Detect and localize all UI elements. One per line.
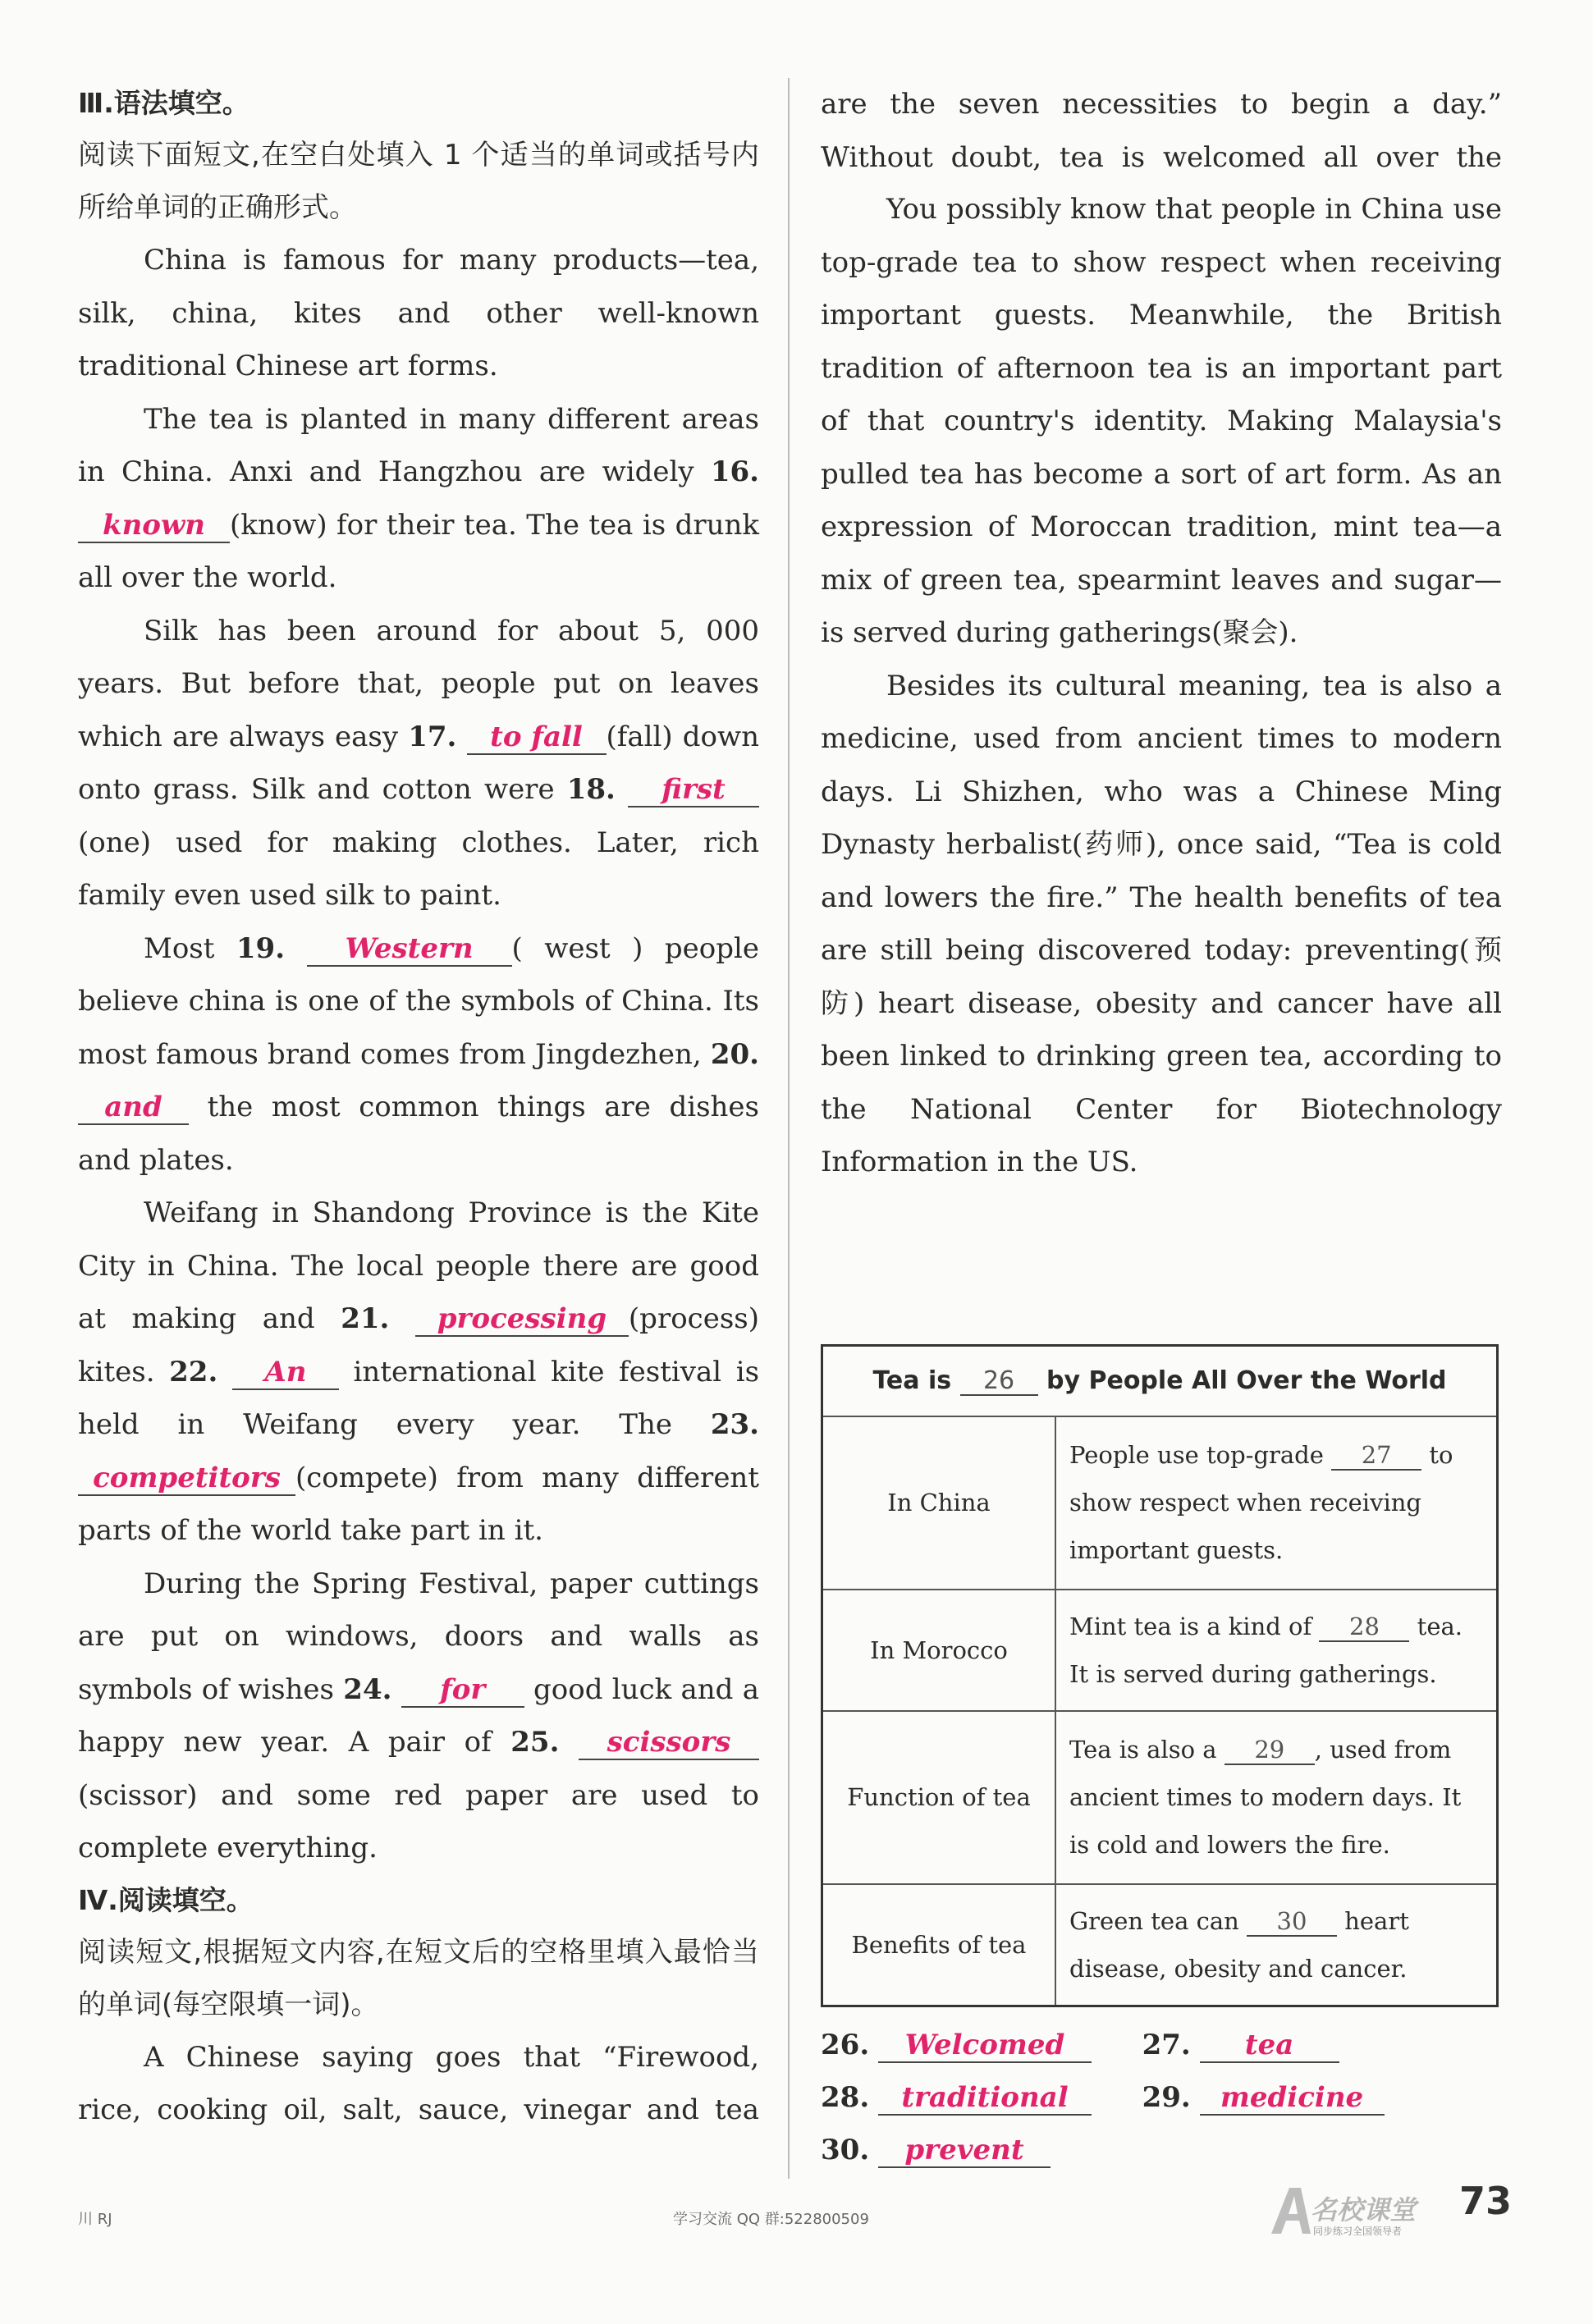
right-column: [821, 78, 1502, 1189]
answer-26: Welcomed: [878, 2029, 1092, 2063]
answer-27: tea: [1200, 2029, 1339, 2063]
column-divider: [788, 78, 790, 2179]
table-row: [822, 1711, 1498, 1884]
table-row: [822, 1590, 1498, 1711]
s3-paragraph-4: Most 19. Western ( west ) people believe china is one of the symbols of China. Its most famous brand comes from Jingdezhen, 20. and the most common things are dishes and plates.: [78, 931, 760, 1177]
answer-20: and: [78, 1091, 189, 1125]
left-column: [78, 78, 759, 2138]
s4-paragraph-1-start: A Chinese saying goes that “Firewood, rice, cooking oil, salt, sauce, vinegar and tea: [78, 2040, 759, 2126]
answer-19: Western: [307, 933, 512, 967]
answer-row: 28. traditional 29. medicine: [821, 2071, 1502, 2124]
s4-paragraph-1: are the seven necessities to begin a day.” Without doubt, tea is welcomed all over the: [821, 88, 1502, 174]
answer-row: 30. prevent: [821, 2124, 1502, 2176]
footer-qq-group: 学习交流 QQ 群:522800509: [673, 2211, 869, 2228]
section-4-title: Ⅳ.阅读填空。: [78, 1883, 254, 1916]
table-title: Tea is 26 by People All Over the World: [822, 1346, 1498, 1417]
answer-18: first: [628, 774, 759, 807]
answer-16: known: [78, 510, 230, 543]
s4-paragraph-3: Besides its cultural meaning, tea is also a medicine, used from ancient times to modern days. Li Shizhen, who was a Chinese Ming Dynasty herbalist(药师), once said, “Tea is cold and lowers the fire.” The health benefits of tea are still being discovered today: preventing(预防) heart disease, obesity and cancer have all been linked to drinking green tea, according to the National Center for Biotechnology Information in the US.: [821, 669, 1502, 1178]
answer-row: 26. Welcomed 27. tea: [821, 2019, 1502, 2071]
blank-28: 28: [1319, 1614, 1409, 1642]
blank-26: 26: [960, 1367, 1038, 1396]
blank-29: 29: [1225, 1737, 1315, 1765]
s3-paragraph-1: China is famous for many products—tea, silk, china, kites and other well-known traditional Chinese art forms.: [78, 244, 759, 382]
section-3-instruction: 阅读下面短文,在空白处填入 1 个适当的单词或括号内所给单词的正确形式。: [78, 139, 759, 224]
s3-paragraph-2: The tea is planted in many different areas in China. Anxi and Hangzhou are widely 16. known (know) for their tea. The tea is drunk all over the world.: [78, 402, 759, 594]
section-3-title: Ⅲ.语法填空。: [78, 87, 249, 119]
table-row: [822, 1884, 1498, 2006]
s3-paragraph-6: During the Spring Festival, paper cuttings are put on windows, doors and walls as symbols of wishes 24. for good luck and a happy new year. A pair of 25. scissors(scissor) and some red paper are used to complete everything.: [78, 1567, 759, 1864]
table-title-row: [822, 1346, 1498, 1417]
brand-name: 名校课堂: [1311, 2194, 1417, 2226]
answer-23: competitors: [78, 1462, 295, 1496]
answer-21: processing: [415, 1303, 629, 1337]
s4-paragraph-1-continued: [821, 78, 1502, 183]
row-content: Mint tea is a kind of 28 tea. It is served during gatherings.: [1055, 1590, 1498, 1711]
answer-24: for: [401, 1674, 524, 1708]
brand-slogan: 同步练习全国领导者: [1313, 2226, 1403, 2237]
brand-logo: [1268, 2183, 1457, 2240]
blank-30: 30: [1247, 1909, 1337, 1937]
table-row: [822, 1416, 1498, 1590]
answer-22: An: [232, 1356, 339, 1390]
summary-table: [821, 1344, 1499, 2007]
answer-lines: [821, 2019, 1502, 2176]
section-4-instruction: 阅读短文,根据短文内容,在短文后的空格里填入最恰当的单词(每空限填一词)。: [78, 1935, 759, 2021]
row-content: People use top-grade 27 to show respect when receiving important guests.: [1055, 1416, 1498, 1590]
s3-paragraph-3: Silk has been around for about 5, 000 years. But before that, people put on leaves which are always easy 17. to fall (fall) down onto grass. Silk and cotton were 18. first(one) used for making clothes. Later, rich family even used silk to paint.: [78, 614, 759, 912]
row-content: Tea is also a 29 , used from ancient times to modern days. It is cold and lowers the fire.: [1055, 1711, 1498, 1884]
answer-30: prevent: [878, 2134, 1051, 2168]
answer-29: medicine: [1200, 2082, 1385, 2116]
row-content: Green tea can 30 heart disease, obesity and cancer.: [1055, 1884, 1498, 2006]
row-label: Benefits of tea: [822, 1884, 1056, 2006]
answer-28: traditional: [878, 2082, 1092, 2116]
blank-27: 27: [1331, 1443, 1421, 1471]
footer-edition: 川 RJ: [78, 2211, 112, 2228]
row-label: In Morocco: [822, 1590, 1056, 1711]
row-label: In China: [822, 1416, 1056, 1590]
s3-paragraph-5: Weifang in Shandong Province is the Kite City in China. The local people there are good at making and 21. processing (process) kites. 22. An international kite festival is held in Weifang every year. The 23. competitors (compete) from many different parts of the world take part in it.: [78, 1196, 760, 1547]
s4-paragraph-2: You possibly know that people in China use top-grade tea to show respect when receiving important guests. Meanwhile, the British tradition of afternoon tea is an important part of that country's identity. Making Malaysia's pulled tea has become a sort of art form. As an expression of Moroccan tradition, mint tea—a mix of green tea, spearmint leaves and sugar—is served during gatherings(聚会).: [821, 193, 1502, 649]
answer-25: scissors: [579, 1727, 759, 1760]
row-label: Function of tea: [822, 1711, 1056, 1884]
page-number: 73: [1459, 2179, 1513, 2223]
answer-17: to fall: [467, 721, 607, 755]
